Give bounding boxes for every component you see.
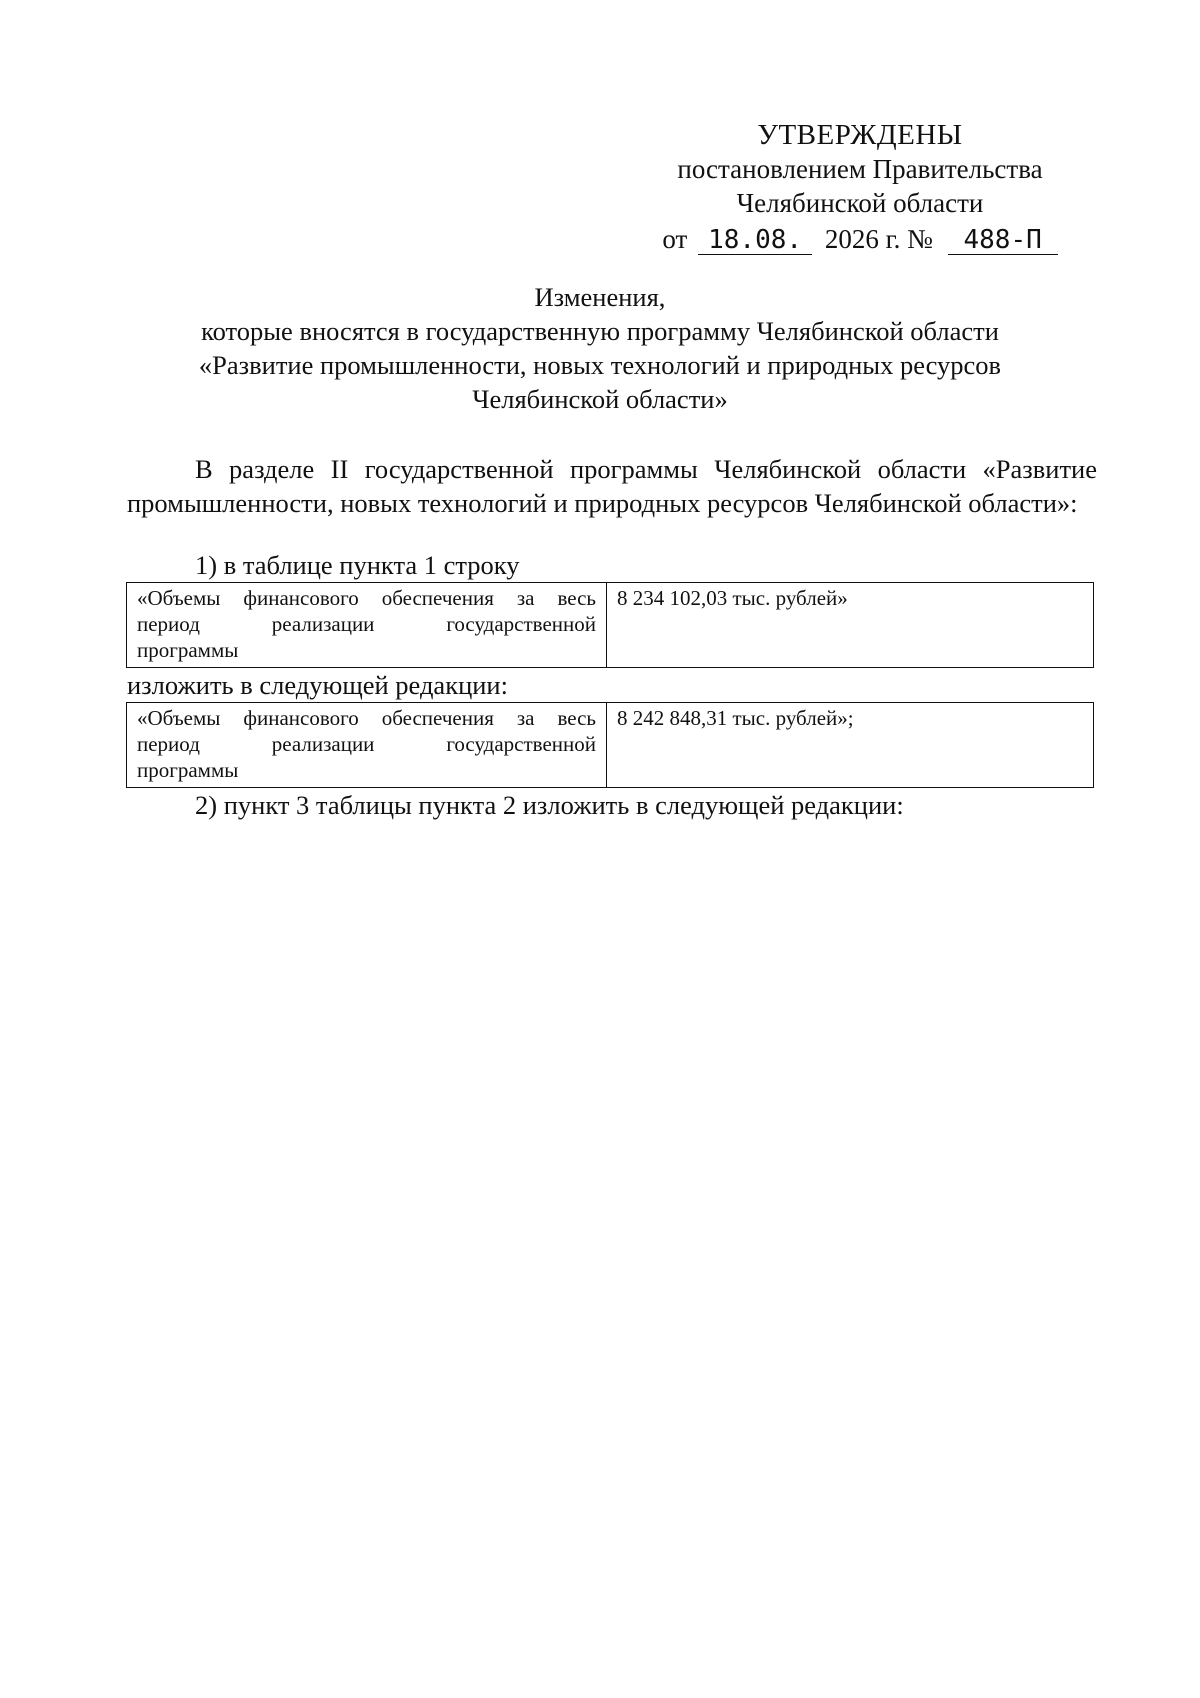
year-label: 2026 г. № [824, 224, 933, 254]
heading-line-4: Челябинской области» [472, 384, 728, 414]
heading-line-3: «Развитие промышленности, новых технологий и природных ресурсов [198, 350, 1002, 380]
heading-line-1: Изменения, [534, 282, 666, 312]
table-old-label-cell [127, 583, 607, 667]
table-new-label-line-2: период реализации государственной [137, 732, 596, 756]
table-new-label-line-1: «Объемы финансового обеспечения за весь [137, 706, 596, 730]
table-old-row [126, 582, 1094, 668]
number-field: 488-П [948, 226, 1058, 255]
table-old-label-line-2: период реализации государственной [137, 612, 596, 636]
date-prefix: от [662, 224, 688, 254]
approval-title: УТВЕРЖДЕНЫ [757, 119, 963, 151]
document-heading [120, 280, 1080, 416]
table-old-value-cell: 8 234 102,03 тыс. рублей» [617, 586, 848, 610]
heading-line-2: которые вносятся в государственную программу Челябинской области [201, 316, 999, 346]
table-old-label-line-1: «Объемы финансового обеспечения за весь [137, 586, 596, 610]
item-2-text: 2) пункт 3 таблицы пункта 2 изложить в следующей редакции: [195, 790, 904, 820]
paragraph-intro: В разделе II государственной программы Челябинской области «Развитие промышленности, новых технологий и природных ресурсов Челябинской области»: [127, 454, 1097, 518]
statement-text: изложить в следующей редакции: [127, 670, 508, 700]
table-new-label-cell [127, 703, 607, 787]
table-new-value-cell: 8 242 848,31 тыс. рублей»; [617, 706, 854, 730]
approval-date-line [640, 222, 1080, 256]
table-new-row [126, 702, 1094, 788]
date-field: 18.08. [698, 226, 812, 255]
approval-block [640, 118, 1080, 256]
table-old-label-line-3: программы [137, 638, 239, 662]
item-1-text: 1) в таблице пункта 1 строку [195, 550, 520, 580]
table-new-label-line-3: программы [137, 758, 239, 782]
approval-line-2: Челябинской области [736, 188, 984, 218]
approval-line-1: постановлением Правительства [677, 154, 1043, 184]
